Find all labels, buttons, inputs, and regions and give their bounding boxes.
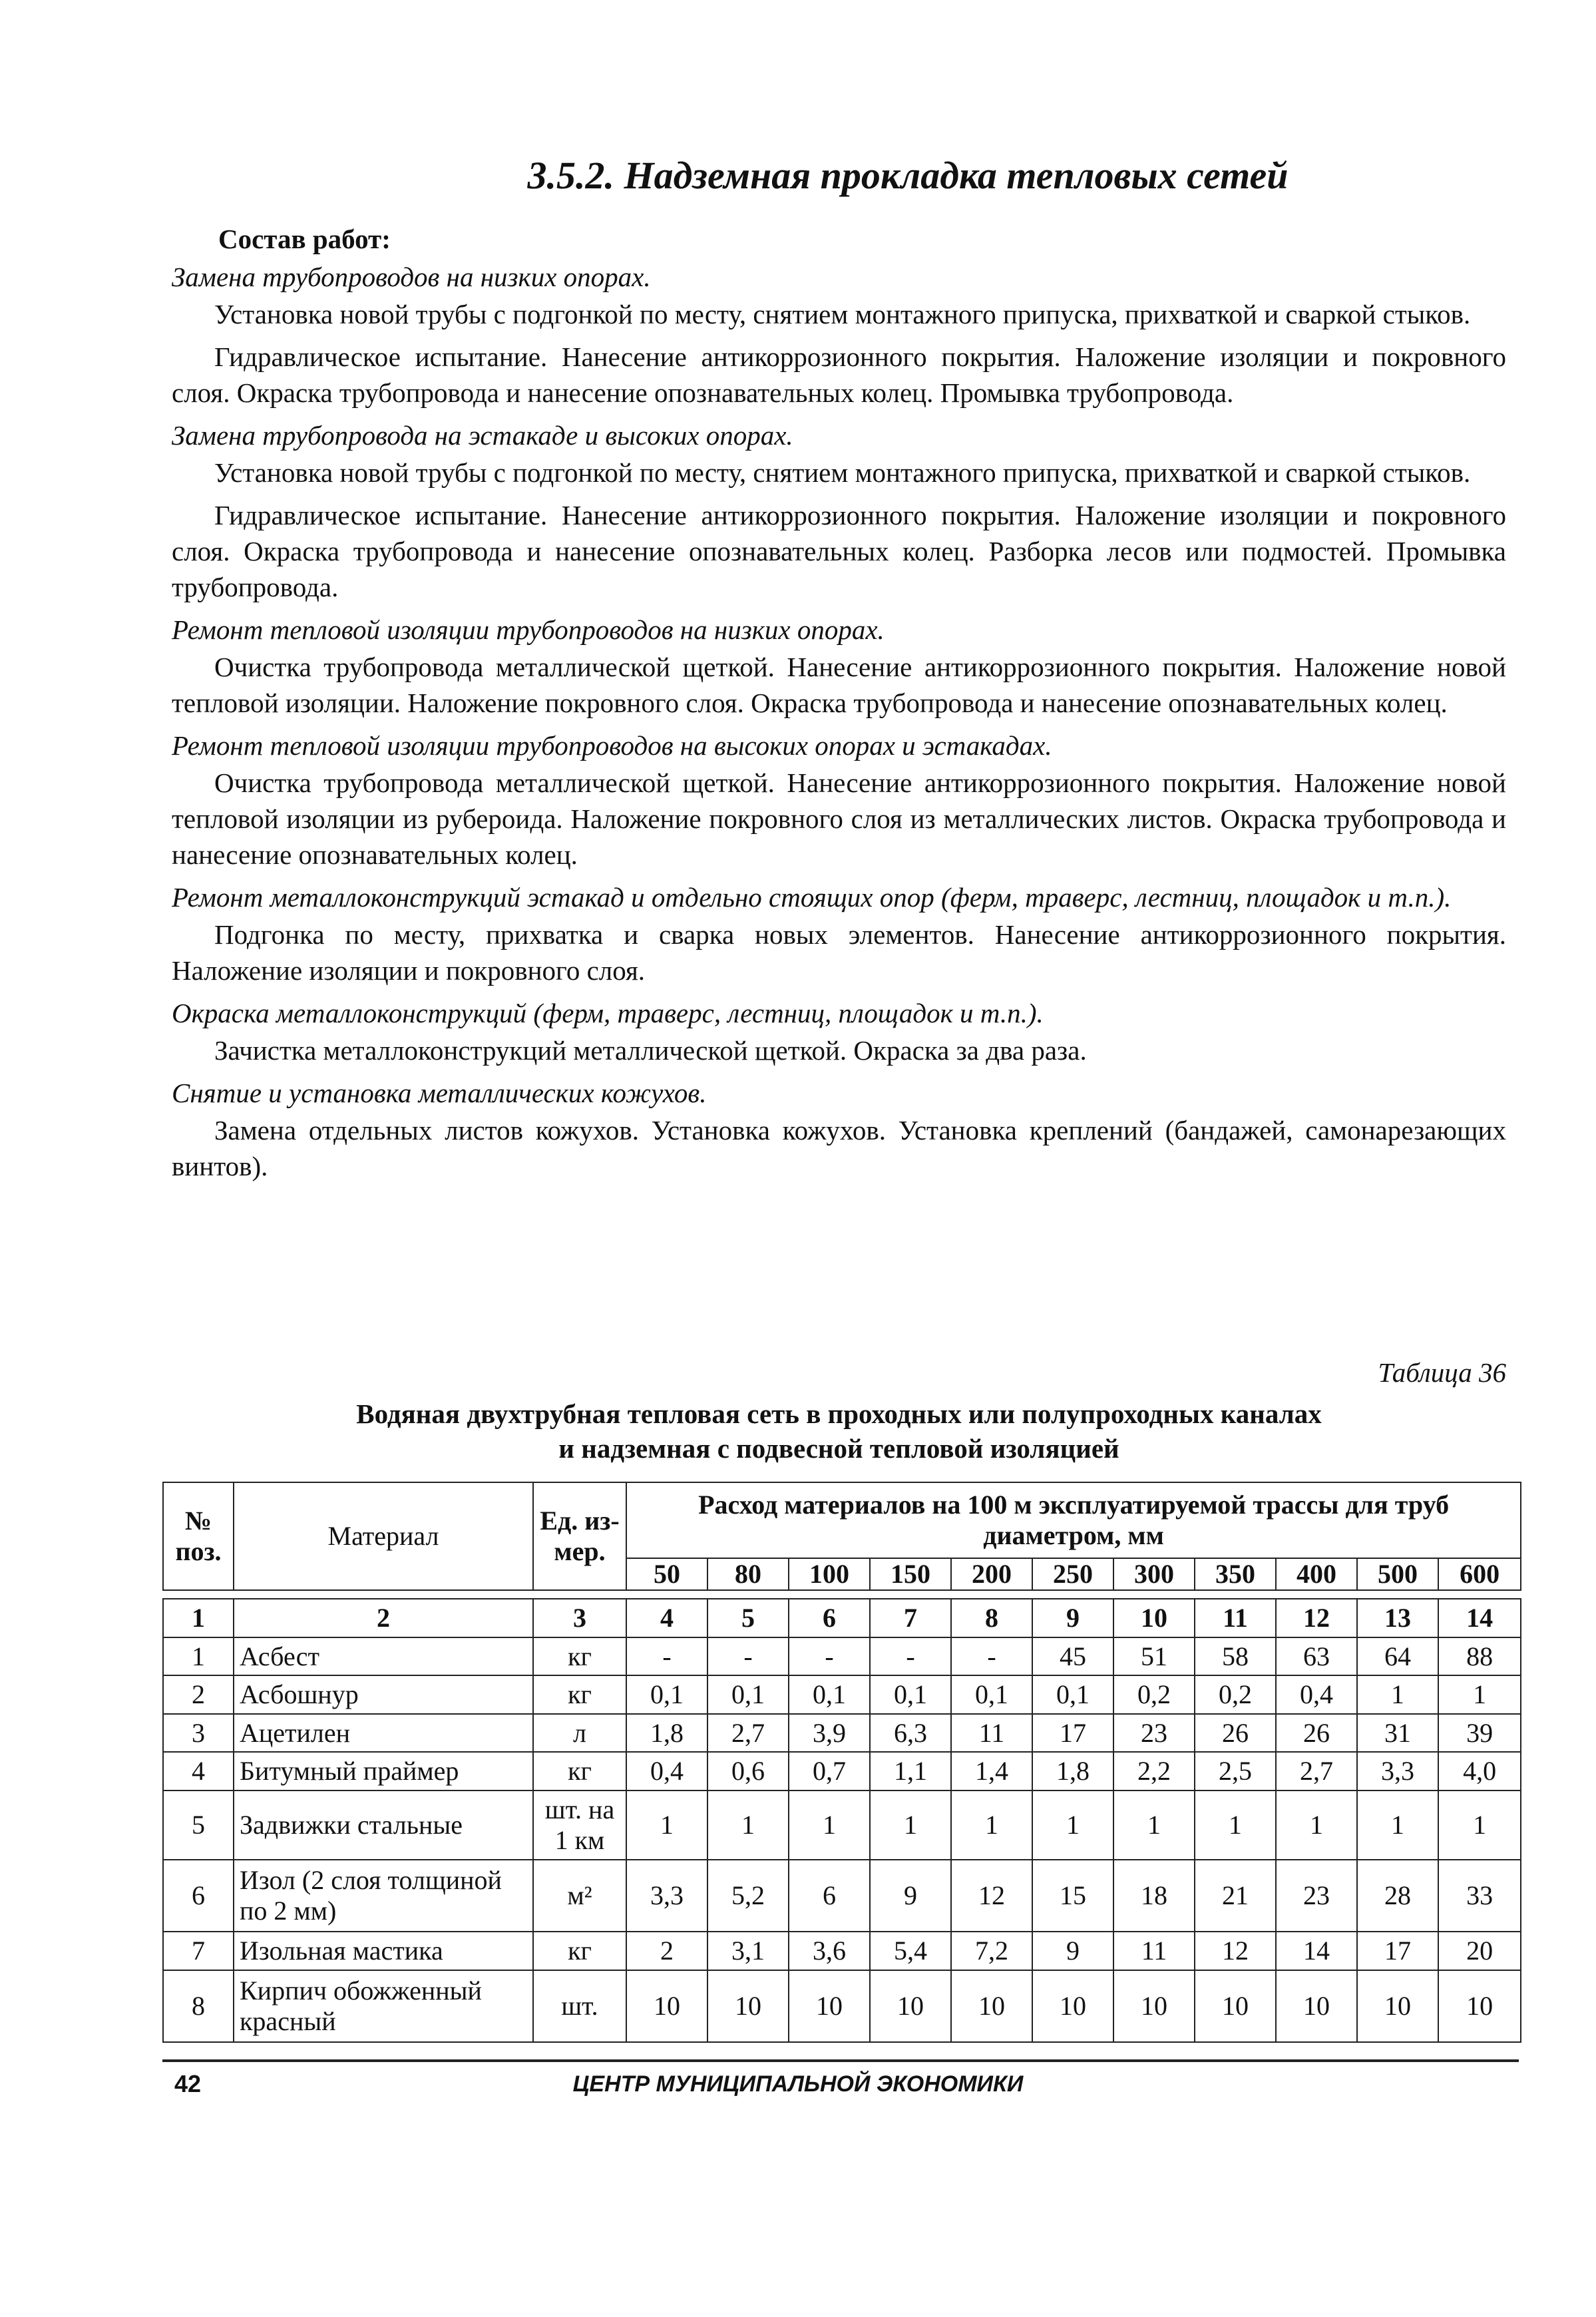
table-row [163, 1637, 1521, 1676]
row-pos: 1 [163, 1637, 234, 1676]
table-row [163, 1675, 1521, 1714]
table-caption: Таблица 36 [1378, 1357, 1506, 1388]
row-unit: кг [533, 1637, 626, 1676]
row-value: 10 [1195, 1970, 1276, 2042]
row-value: 0,1 [707, 1675, 789, 1714]
header-diameter: 200 [951, 1558, 1032, 1590]
row-value: 1 [1113, 1790, 1195, 1860]
section-paragraph: Очистка трубопровода металлической щеткой. Нанесение антикоррозионного покрытия. Наложение новой тепловой изоляции. Наложение покровного слоя. Окраска трубопровода и нанесение опознавательных колец. [172, 652, 1506, 718]
header-diameter: 150 [870, 1558, 951, 1590]
row-value: 1 [1438, 1675, 1521, 1714]
row-unit: кг [533, 1752, 626, 1790]
row-value: 3,3 [1357, 1752, 1438, 1790]
row-material: Изол (2 слоя толщиной по 2 мм) [234, 1860, 533, 1932]
row-unit: кг [533, 1675, 626, 1714]
row-value: 0,1 [626, 1675, 707, 1714]
row-value: 1 [1032, 1790, 1113, 1860]
row-value: 20 [1438, 1932, 1521, 1970]
row-unit: л [533, 1714, 626, 1753]
row-material: Задвижки стальные [234, 1790, 533, 1860]
row-value: 0,1 [1032, 1675, 1113, 1714]
row-value: 1 [1276, 1790, 1357, 1860]
row-material: Ацетилен [234, 1714, 533, 1753]
row-value: 11 [951, 1714, 1032, 1753]
row-value: 1 [707, 1790, 789, 1860]
row-material: Асбест [234, 1637, 533, 1676]
row-value: 0,4 [1276, 1675, 1357, 1714]
section-heading: Замена трубопровода на эстакаде и высоких опорах. [172, 420, 793, 451]
row-value: 10 [1357, 1970, 1438, 2042]
column-number-row [163, 1599, 1521, 1637]
row-pos: 7 [163, 1932, 234, 1970]
row-value: 12 [951, 1860, 1032, 1932]
table-row [163, 1714, 1521, 1753]
row-value: - [626, 1637, 707, 1676]
column-number: 5 [707, 1599, 789, 1637]
row-pos: 6 [163, 1860, 234, 1932]
row-value: 26 [1195, 1714, 1276, 1753]
section-heading: Окраска металлоконструкций (ферм, траверс, лестниц, площадок и т.п.). [172, 998, 1044, 1028]
row-value: 88 [1438, 1637, 1521, 1676]
header-pos: № поз. [163, 1482, 234, 1590]
column-number: 6 [789, 1599, 870, 1637]
row-value: 26 [1276, 1714, 1357, 1753]
header-diameter: 350 [1195, 1558, 1276, 1590]
section-heading: Ремонт тепловой изоляции трубопроводов на низких опорах. [172, 614, 885, 645]
row-value: 17 [1032, 1714, 1113, 1753]
row-material: Асбошнур [234, 1675, 533, 1714]
row-value: 0,2 [1113, 1675, 1195, 1714]
row-value: 1 [1357, 1790, 1438, 1860]
row-value: 23 [1276, 1860, 1357, 1932]
row-value: 1 [1438, 1790, 1521, 1860]
row-value: 3,9 [789, 1714, 870, 1753]
row-value: 39 [1438, 1714, 1521, 1753]
section-heading: Замена трубопроводов на низких опорах. [172, 262, 651, 292]
row-value: 28 [1357, 1860, 1438, 1932]
row-value: 10 [1032, 1970, 1113, 2042]
row-value: 0,4 [626, 1752, 707, 1790]
table-title-line: и надземная с подвесной тепловой изоляцией [558, 1433, 1119, 1464]
table-title [172, 1396, 1506, 1466]
row-value: 10 [707, 1970, 789, 2042]
row-value: 10 [1276, 1970, 1357, 2042]
row-value: 5,2 [707, 1860, 789, 1932]
column-number: 4 [626, 1599, 707, 1637]
column-number: 10 [1113, 1599, 1195, 1637]
row-value: 21 [1195, 1860, 1276, 1932]
page-number: 42 [174, 2070, 202, 2097]
row-value: 33 [1438, 1860, 1521, 1932]
row-value: 2,5 [1195, 1752, 1276, 1790]
row-pos: 4 [163, 1752, 234, 1790]
column-number: 8 [951, 1599, 1032, 1637]
section-paragraph: Гидравлическое испытание. Нанесение антикоррозионного покрытия. Наложение изоляции и покровного слоя. Окраска трубопровода и нанесение опознавательных колец. Разборка лесов или подмостей. Промывка трубопровода. [172, 500, 1506, 602]
column-number: 13 [1357, 1599, 1438, 1637]
row-unit: шт. на 1 км [533, 1790, 626, 1860]
row-value: 3,3 [626, 1860, 707, 1932]
materials-table [162, 1482, 1521, 2043]
row-value: 1,1 [870, 1752, 951, 1790]
header-diameter: 500 [1357, 1558, 1438, 1590]
header-separator [163, 1590, 1521, 1599]
section-paragraph: Зачистка металлоконструкций металлической щеткой. Окраска за два раза. [214, 1035, 1087, 1066]
row-value: 9 [870, 1860, 951, 1932]
row-value: 10 [1113, 1970, 1195, 2042]
row-value: 1 [1195, 1790, 1276, 1860]
row-value: 10 [626, 1970, 707, 2042]
table-row [163, 1752, 1521, 1790]
row-value: 3,6 [789, 1932, 870, 1970]
row-unit: м² [533, 1860, 626, 1932]
header-consumption-group: Расход материалов на 100 м эксплуатируемой трассы для труб диаметром, мм [626, 1482, 1521, 1558]
row-value: 6,3 [870, 1714, 951, 1753]
row-value: 3,1 [707, 1932, 789, 1970]
row-value: 0,1 [870, 1675, 951, 1714]
row-value: 58 [1195, 1637, 1276, 1676]
section-paragraph: Замена отдельных листов кожухов. Установка кожухов. Установка креплений (бандажей, самонарезающих винтов). [172, 1115, 1506, 1181]
row-material: Кирпич обожженный красный [234, 1970, 533, 2042]
row-value: 1 [626, 1790, 707, 1860]
row-value: 0,1 [951, 1675, 1032, 1714]
header-diameter: 600 [1438, 1558, 1521, 1590]
header-diameter: 250 [1032, 1558, 1113, 1590]
row-value: 10 [789, 1970, 870, 2042]
section-heading: Ремонт металлоконструкций эстакад и отдельно стоящих опор (ферм, траверс, лестниц, площадок и т.п.). [172, 882, 1452, 913]
column-number: 2 [234, 1599, 533, 1637]
section-paragraph: Подгонка по месту, прихватка и сварка новых элементов. Нанесение антикоррозионного покрытия. Наложение изоляции и покровного слоя. [172, 919, 1506, 986]
row-value: 10 [870, 1970, 951, 2042]
row-value: 18 [1113, 1860, 1195, 1932]
row-value: 10 [1438, 1970, 1521, 2042]
section-heading: Ремонт тепловой изоляции трубопроводов на высоких опорах и эстакадах. [172, 730, 1052, 761]
section-paragraph: Гидравлическое испытание. Нанесение антикоррозионного покрытия. Наложение изоляции и покровного слоя. Окраска трубопровода и нанесение опознавательных колец. Промывка трубопровода. [172, 341, 1506, 408]
footer-rule [162, 2059, 1519, 2062]
row-value: 5,4 [870, 1932, 951, 1970]
column-number: 12 [1276, 1599, 1357, 1637]
column-number: 1 [163, 1599, 234, 1637]
row-value: - [870, 1637, 951, 1676]
row-value: 1,8 [626, 1714, 707, 1753]
row-pos: 8 [163, 1970, 234, 2042]
row-value: 0,1 [789, 1675, 870, 1714]
column-number: 14 [1438, 1599, 1521, 1637]
footer-text: ЦЕНТР МУНИЦИПАЛЬНОЙ ЭКОНОМИКИ [572, 2071, 1024, 2097]
row-value: 6 [789, 1860, 870, 1932]
column-number: 3 [533, 1599, 626, 1637]
row-pos: 5 [163, 1790, 234, 1860]
row-value: 2,7 [707, 1714, 789, 1753]
section-heading: Снятие и установка металлических кожухов. [172, 1078, 707, 1108]
row-value: 1 [870, 1790, 951, 1860]
table-row [163, 1790, 1521, 1860]
row-value: 4,0 [1438, 1752, 1521, 1790]
separator-cell [163, 1590, 1521, 1599]
header-diameter: 50 [626, 1558, 707, 1590]
row-value: 7,2 [951, 1932, 1032, 1970]
section-paragraph: Очистка трубопровода металлической щеткой. Нанесение антикоррозионного покрытия. Наложение новой тепловой изоляции из рубероида. Наложение покровного слоя из металлических листов. Окраска трубопровода и нанесение опознавательных колец. [172, 767, 1506, 870]
row-value: 12 [1195, 1932, 1276, 1970]
table-row [163, 1860, 1521, 1932]
row-value: 11 [1113, 1932, 1195, 1970]
row-value: 2,2 [1113, 1752, 1195, 1790]
table-row [163, 1970, 1521, 2042]
row-value: 17 [1357, 1932, 1438, 1970]
column-number: 7 [870, 1599, 951, 1637]
header-unit: Ед. из- мер. [533, 1482, 626, 1590]
row-value: 0,2 [1195, 1675, 1276, 1714]
table-row [163, 1932, 1521, 1970]
row-value: 10 [951, 1970, 1032, 2042]
row-value: 0,6 [707, 1752, 789, 1790]
column-number: 9 [1032, 1599, 1113, 1637]
section-paragraph: Установка новой трубы с подгонкой по месту, снятием монтажного припуска, прихваткой и сваркой стыков. [214, 299, 1471, 329]
row-value: 15 [1032, 1860, 1113, 1932]
table-body [163, 1590, 1521, 2042]
work-description [172, 223, 1506, 1191]
row-material: Битумный праймер [234, 1752, 533, 1790]
row-value: - [789, 1637, 870, 1676]
row-value: 31 [1357, 1714, 1438, 1753]
row-value: 51 [1113, 1637, 1195, 1676]
row-pos: 3 [163, 1714, 234, 1753]
row-value: 1 [1357, 1675, 1438, 1714]
header-diameter: 80 [707, 1558, 789, 1590]
sostav-label: Состав работ: [218, 224, 391, 254]
row-value: - [951, 1637, 1032, 1676]
section-paragraph: Установка новой трубы с подгонкой по месту, снятием монтажного припуска, прихваткой и сваркой стыков. [214, 457, 1471, 488]
row-value: 1,4 [951, 1752, 1032, 1790]
row-value: 1 [789, 1790, 870, 1860]
row-value: 45 [1032, 1637, 1113, 1676]
row-value: 1,8 [1032, 1752, 1113, 1790]
header-diameter: 400 [1276, 1558, 1357, 1590]
row-value: - [707, 1637, 789, 1676]
row-value: 14 [1276, 1932, 1357, 1970]
header-diameter: 300 [1113, 1558, 1195, 1590]
row-value: 63 [1276, 1637, 1357, 1676]
row-value: 2 [626, 1932, 707, 1970]
header-material: Материал [234, 1482, 533, 1590]
row-value: 1 [951, 1790, 1032, 1860]
column-number: 11 [1195, 1599, 1276, 1637]
row-value: 0,7 [789, 1752, 870, 1790]
row-pos: 2 [163, 1675, 234, 1714]
row-value: 2,7 [1276, 1752, 1357, 1790]
row-value: 23 [1113, 1714, 1195, 1753]
row-unit: кг [533, 1932, 626, 1970]
table-title-line: Водяная двухтрубная тепловая сеть в проходных или полупроходных каналах [356, 1398, 1322, 1429]
row-unit: шт. [533, 1970, 626, 2042]
row-material: Изольная мастика [234, 1932, 533, 1970]
page-title: 3.5.2. Надземная прокладка тепловых сетей [527, 154, 1289, 197]
row-value: 64 [1357, 1637, 1438, 1676]
row-value: 9 [1032, 1932, 1113, 1970]
header-diameter: 100 [789, 1558, 870, 1590]
